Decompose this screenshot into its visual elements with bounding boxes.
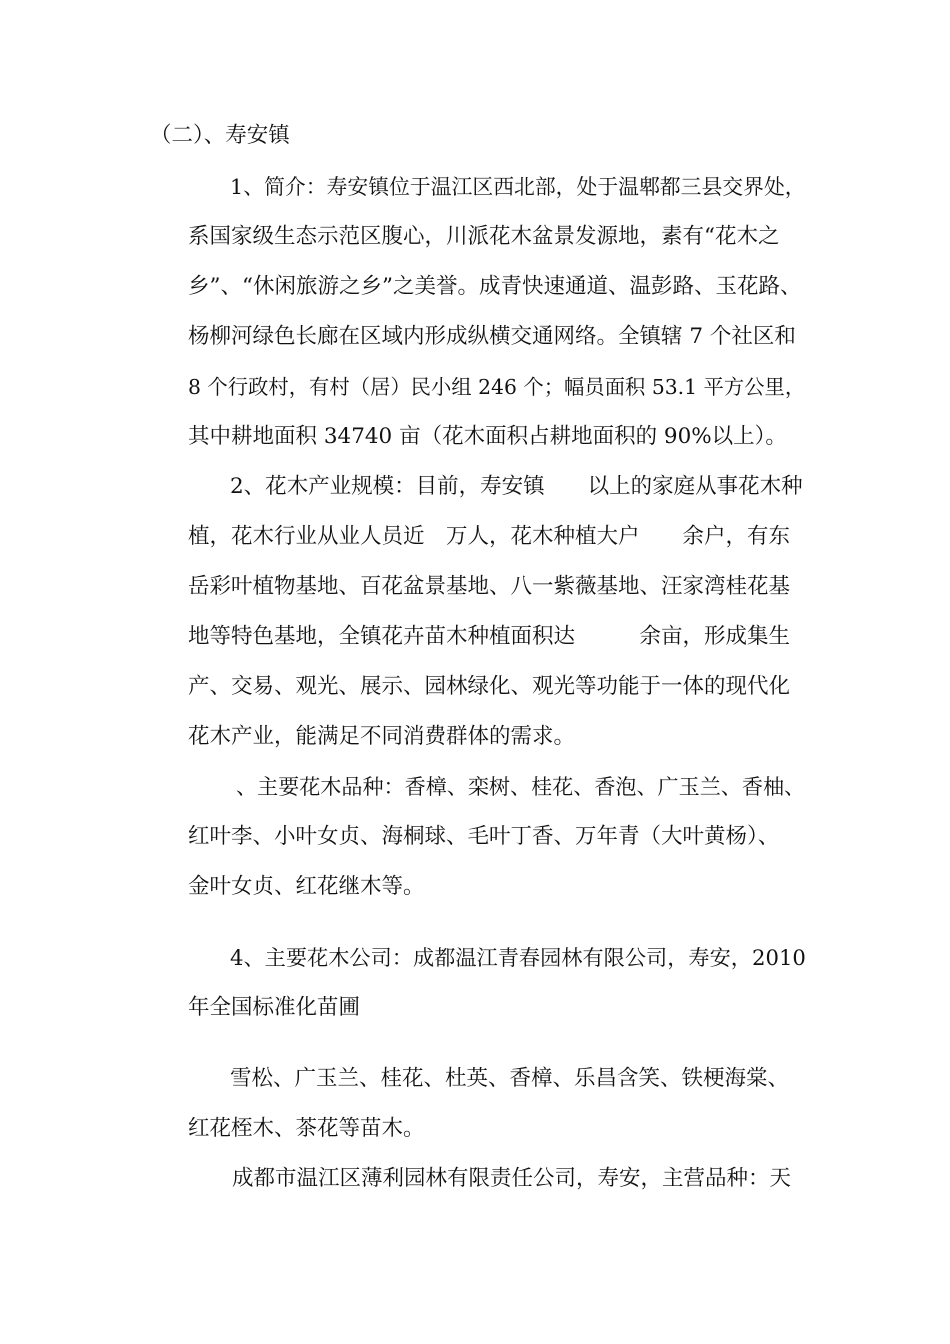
- paragraph-scale-line-3: 岳彩叶植物基地、百花盆景基地、八一紫薇基地、汪家湾桂花基: [188, 574, 791, 599]
- paragraph-intro-line-2: 系国家级生态示范区腹心，川派花木盆景发源地，素有“花木之: [188, 224, 780, 249]
- paragraph-company2-line-1: 成都市温江区薄利园林有限责任公司，寿安，主营品种：天: [232, 1166, 792, 1191]
- paragraph-intro-line-4: 杨柳河绿色长廊在区域内形成纵横交通网络。全镇辖 7 个社区和: [188, 324, 796, 349]
- paragraph-seedlings-line-1: 雪松、广玉兰、桂花、杜英、香樟、乐昌含笑、铁梗海棠、: [230, 1066, 790, 1091]
- paragraph-intro-line-1: 1、简介：寿安镇位于温江区西北部，处于温郫都三县交界处，: [230, 175, 806, 199]
- paragraph-scale-line-4: 地等特色基地，全镇花卉苗木种植面积达 余亩，形成集生: [188, 624, 791, 649]
- paragraph-scale-line-6: 花木产业，能满足不同消费群体的需求。: [188, 724, 576, 749]
- paragraph-companies-line-2: 年全国标准化苗圃: [188, 995, 361, 1020]
- paragraph-intro-line-6: 其中耕地面积 34740 亩（花木面积占耕地面积的 90%以上）。: [188, 424, 787, 449]
- paragraph-scale-line-5: 产、交易、观光、展示、园林绿化、观光等功能于一体的现代化: [188, 674, 791, 699]
- paragraph-intro-line-3: 乡”、“休闲旅游之乡”之美誉。成青快速通道、温彭路、玉花路、: [188, 274, 802, 299]
- paragraph-intro-line-5: 8 个行政村，有村（居）民小组 246 个；幅员面积 53.1 平方公里，: [188, 375, 806, 399]
- paragraph-varieties-line-2: 红叶李、小叶女贞、海桐球、毛叶丁香、万年青（大叶黄杨）、: [188, 824, 780, 849]
- paragraph-varieties-line-1: 、主要花木品种：香樟、栾树、桂花、香泡、广玉兰、香柚、: [236, 774, 806, 799]
- paragraph-scale-line-1: 2、花木产业规模：目前，寿安镇 以上的家庭从事花木种: [230, 474, 803, 499]
- paragraph-varieties-line-3: 金叶女贞、红花继木等。: [188, 874, 425, 899]
- paragraph-scale-line-2: 植，花木行业从业人员近 万人，花木种植大户 余户，有东: [188, 524, 791, 549]
- paragraph-companies-line-1: 4、主要花木公司：成都温江青春园林有限公司，寿安，2010: [230, 945, 806, 970]
- paragraph-seedlings-line-2: 红花桎木、茶花等苗木。: [188, 1116, 425, 1141]
- section-heading: （二）、寿安镇: [150, 123, 290, 148]
